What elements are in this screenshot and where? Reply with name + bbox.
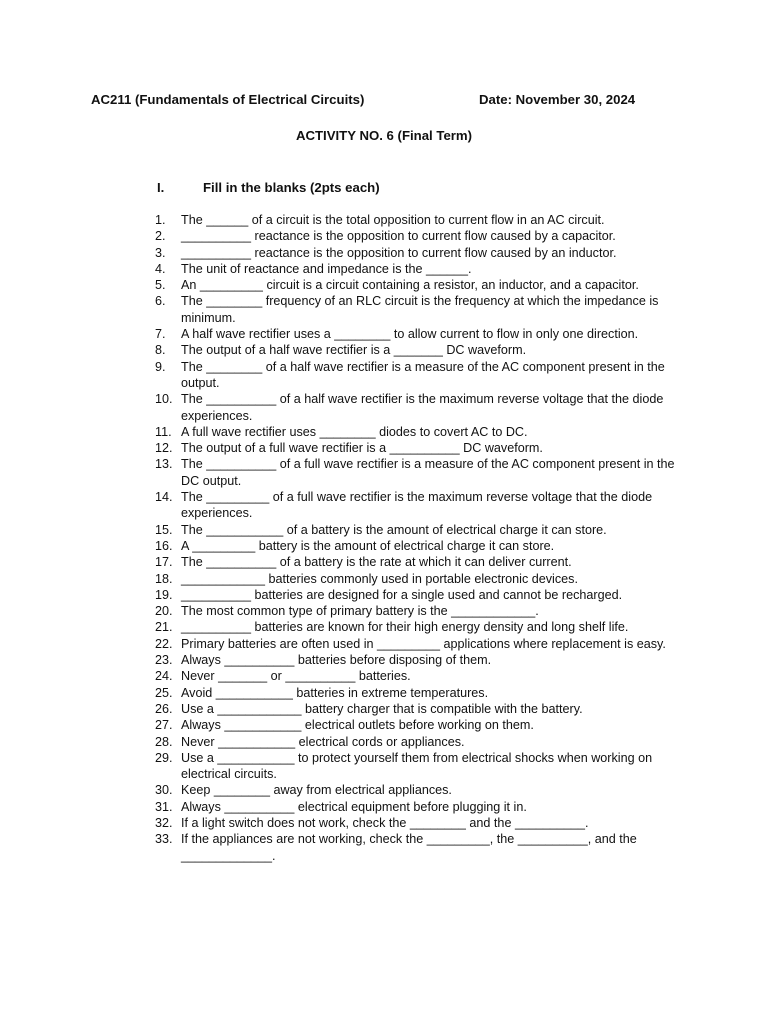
- question-item: [155, 619, 685, 635]
- question-item: [155, 701, 685, 717]
- question-item: [155, 391, 685, 424]
- question-text: The _________ of a full wave rectifier is the maximum reverse voltage that the diode experiences.: [181, 490, 653, 521]
- question-text: ____________ batteries commonly used in portable electronic devices.: [181, 571, 578, 586]
- question-item: [155, 212, 685, 228]
- question-text: The ________ of a half wave rectifier is a measure of the AC component present in the output.: [181, 359, 665, 390]
- question-number: 24.: [155, 669, 173, 684]
- question-item: [155, 799, 685, 815]
- question-item: [155, 522, 685, 538]
- question-item: [155, 652, 685, 668]
- section-title: Fill in the blanks (2pts each): [203, 180, 380, 195]
- activity-title: ACTIVITY NO. 6 (Final Term): [295, 128, 473, 143]
- question-text: A half wave rectifier uses a ________ to allow current to flow in only one direction.: [181, 327, 639, 342]
- question-number: 25.: [155, 685, 173, 700]
- question-number: 31.: [155, 799, 173, 814]
- activity-date: Date: November 30, 2024: [479, 92, 636, 107]
- question-number: 11.: [155, 424, 172, 439]
- question-item: [155, 424, 685, 440]
- question-text: __________ reactance is the opposition to current flow caused by a capacitor.: [181, 229, 616, 244]
- question-text: Never _______ or __________ batteries.: [181, 669, 411, 684]
- question-number: 1.: [155, 213, 166, 227]
- question-text: The __________ of a full wave rectifier is a measure of the AC component present in the DC output.: [181, 457, 675, 488]
- question-number: 2.: [155, 229, 166, 244]
- question-text: A full wave rectifier uses ________ diodes to covert AC to DC.: [181, 424, 528, 439]
- question-item: [155, 538, 685, 554]
- question-item: [155, 815, 685, 831]
- question-text: The output of a full wave rectifier is a __________ DC waveform.: [181, 441, 543, 456]
- question-text: If the appliances are not working, check the _________, the __________, and the _____________.: [181, 832, 637, 863]
- question-number: 5.: [155, 278, 166, 293]
- question-text: An _________ circuit is a circuit containing a resistor, an inductor, and a capacitor.: [181, 278, 639, 293]
- question-item: [155, 750, 685, 783]
- question-item: [155, 277, 685, 293]
- question-text: Never ___________ electrical cords or appliances.: [181, 734, 465, 749]
- question-text: Always ___________ electrical outlets before working on them.: [181, 718, 534, 733]
- question-item: [155, 261, 685, 277]
- question-text: __________ batteries are known for their high energy density and long shelf life.: [181, 620, 629, 635]
- question-number: 26.: [155, 701, 173, 716]
- question-item: [155, 326, 685, 342]
- question-number: 27.: [155, 718, 173, 733]
- document-header: [91, 92, 708, 110]
- question-text: The unit of reactance and impedance is the ______.: [181, 261, 472, 276]
- question-number: 8.: [155, 343, 166, 358]
- question-text: Always __________ electrical equipment before plugging it in.: [181, 799, 527, 814]
- question-text: The ___________ of a battery is the amount of electrical charge it can store.: [181, 522, 607, 537]
- question-text: The ______ of a circuit is the total opposition to current flow in an AC circuit.: [181, 213, 605, 227]
- question-item: [155, 571, 685, 587]
- question-text: The __________ of a half wave rectifier is the maximum reverse voltage that the diode experiences.: [181, 392, 664, 423]
- question-item: [155, 440, 685, 456]
- question-number: 16.: [155, 538, 173, 553]
- question-number: 21.: [155, 620, 173, 635]
- question-text: Avoid ___________ batteries in extreme temperatures.: [181, 685, 489, 700]
- question-number: 19.: [155, 587, 173, 602]
- question-item: [155, 636, 685, 652]
- question-item: [155, 717, 685, 733]
- question-text: The __________ of a battery is the rate at which it can deliver current.: [181, 555, 572, 570]
- section-number: I.: [157, 180, 165, 195]
- question-text: The output of a half wave rectifier is a _______ DC waveform.: [181, 343, 527, 358]
- question-number: 18.: [155, 571, 173, 586]
- question-text: Keep ________ away from electrical appliances.: [181, 783, 452, 798]
- question-number: 10.: [155, 392, 173, 407]
- question-number: 29.: [155, 750, 173, 765]
- question-list: [155, 212, 685, 864]
- question-item: [155, 554, 685, 570]
- question-text: The most common type of primary battery is the ____________.: [181, 604, 539, 619]
- question-text: Use a ___________ to protect yourself them from electrical shocks when working on electrical circuits.: [181, 750, 653, 782]
- question-number: 32.: [155, 815, 173, 830]
- question-text: Primary batteries are often used in _________ applications where replacement is easy.: [181, 636, 666, 651]
- question-number: 20.: [155, 604, 173, 619]
- question-item: [155, 456, 685, 489]
- question-text: If a light switch does not work, check the ________ and the __________.: [181, 815, 589, 830]
- question-number: 7.: [155, 327, 166, 342]
- question-text: __________ reactance is the opposition to current flow caused by an inductor.: [181, 245, 617, 260]
- question-number: 30.: [155, 783, 173, 798]
- question-number: 23.: [155, 653, 173, 668]
- question-text: Always __________ batteries before disposing of them.: [181, 653, 492, 668]
- question-text: The ________ frequency of an RLC circuit is the frequency at which the impedance is minimum.: [181, 294, 659, 325]
- question-item: [155, 342, 685, 358]
- question-text: __________ batteries are designed for a single used and cannot be recharged.: [181, 587, 623, 602]
- question-item: [155, 603, 685, 619]
- question-item: [155, 489, 685, 522]
- question-item: [155, 228, 685, 244]
- question-number: 22.: [155, 636, 173, 651]
- question-number: 33.: [155, 832, 173, 847]
- question-item: [155, 668, 685, 684]
- question-number: 17.: [155, 555, 173, 570]
- question-number: 3.: [155, 245, 166, 260]
- question-item: [155, 587, 685, 603]
- question-item: [155, 685, 685, 701]
- question-number: 4.: [155, 261, 166, 276]
- question-item: [155, 831, 685, 864]
- question-number: 28.: [155, 734, 173, 749]
- question-number: 12.: [155, 441, 173, 456]
- question-item: [155, 734, 685, 750]
- question-item: [155, 245, 685, 261]
- question-item: [155, 359, 685, 392]
- question-number: 6.: [155, 294, 166, 309]
- question-text: A _________ battery is the amount of electrical charge it can store.: [181, 538, 555, 553]
- question-item: [155, 293, 685, 326]
- question-number: 9.: [155, 359, 166, 374]
- question-number: 14.: [155, 490, 173, 505]
- question-text: Use a ____________ battery charger that is compatible with the battery.: [181, 701, 583, 716]
- question-item: [155, 782, 685, 798]
- question-number: 15.: [155, 522, 173, 537]
- question-number: 13.: [155, 457, 173, 472]
- course-title: AC211 (Fundamentals of Electrical Circuits): [91, 92, 365, 107]
